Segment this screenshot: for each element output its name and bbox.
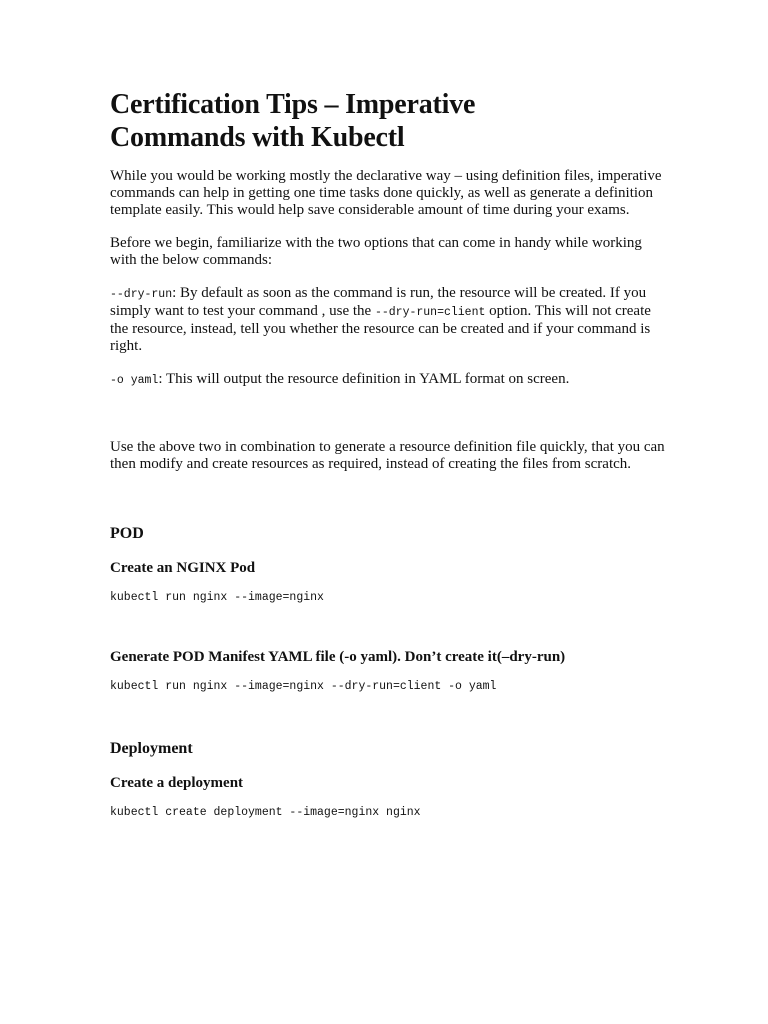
title-line-2: Commands with Kubectl xyxy=(110,122,405,153)
output-yaml-text: : This will output the resource definition in YAML format on screen. xyxy=(158,371,570,387)
dry-run-text-2: option. This will not create the resource, instead, tell you whether the resource can be created and if your command is right. xyxy=(110,303,651,354)
create-deployment-command: kubectl create deployment --image=nginx nginx xyxy=(110,806,421,819)
generate-pod-command: kubectl run nginx --image=nginx --dry-run=client -o yaml xyxy=(110,680,497,693)
create-pod-label: Create an NGINX Pod xyxy=(110,560,256,576)
create-deployment-label: Create a deployment xyxy=(110,775,244,791)
before-paragraph: Before we begin, familiarize with the two options that can come in handy while working with the below commands: xyxy=(110,235,642,268)
dry-run-paragraph xyxy=(110,285,670,355)
document-content xyxy=(110,88,670,820)
combination-paragraph: Use the above two in combination to generate a resource definition file quickly, that you can then modify and create resources as required, instead of creating the files from scratch. xyxy=(110,439,665,472)
spacer xyxy=(110,605,670,649)
dry-run-client-flag: --dry-run=client xyxy=(374,306,486,319)
spacer xyxy=(110,405,670,439)
dry-run-flag: --dry-run xyxy=(110,288,173,301)
page-title xyxy=(110,88,670,154)
title-line-1: Certification Tips – Imperative xyxy=(110,89,476,120)
deployment-heading: Deployment xyxy=(110,740,193,757)
spacer xyxy=(110,489,670,525)
pod-heading: POD xyxy=(110,525,144,542)
create-pod-command: kubectl run nginx --image=nginx xyxy=(110,591,324,604)
output-yaml-flag: -o yaml xyxy=(110,374,159,387)
spacer xyxy=(110,694,670,740)
dry-run-text-1: : By default as soon as the command is run, the resource will be created. If you simply want to test your command , use the xyxy=(110,285,647,319)
output-yaml-paragraph xyxy=(110,371,670,389)
intro-paragraph: While you would be working mostly the declarative way – using definition files, imperative commands can help in getting one time tasks done quickly, as well as generate a definition template easily. This would help save considerable amount of time during your exams. xyxy=(110,168,662,218)
generate-pod-label: Generate POD Manifest YAML file (-o yaml). Don’t create it(–dry-run) xyxy=(110,649,566,665)
